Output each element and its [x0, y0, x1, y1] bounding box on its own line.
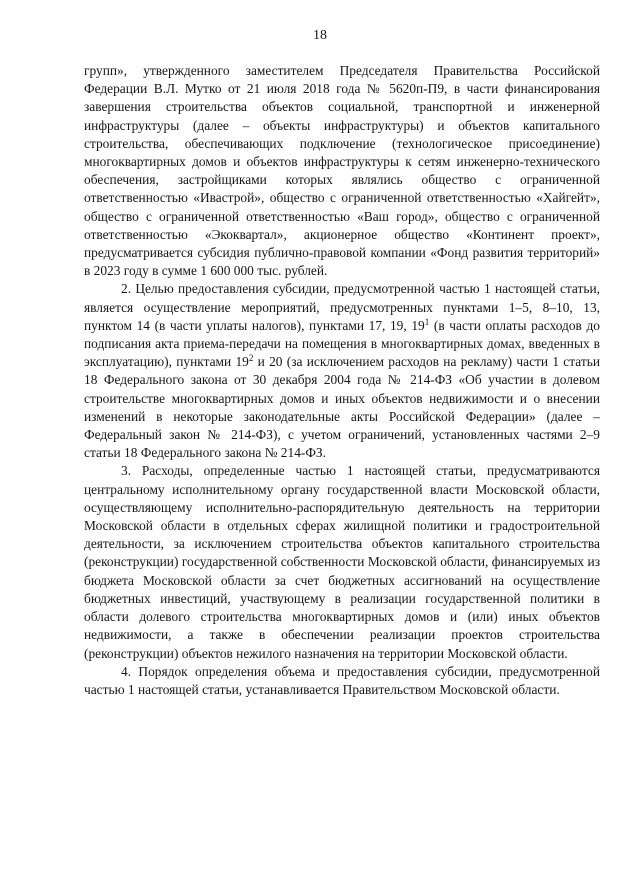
paragraph-continuation: групп», утвержденного заместителем Председателя Правительства Российской Федерации В.Л. Мутко от 21 июля 2018 года № 5620п-П9, в части финансирования завершения строительства объектов социальной, транспортной и инженерной инфраструктуры (далее – объекты инфраструктуры) и объектов капитального строительства, обеспечивающих подключение (технологическое присоединение) многоквартирных домов и объектов инфраструктуры к сетям инженерно-технического обеспечения, застройщиками которых являлись общество с ограниченной ответственностью «Ивастрой», общество с ограниченной ответственностью «Хайгейт», общество с ограниченной ответственностью «Ваш город», общество с ограниченной ответственностью «Экоквартал», акционерное общество «Континент проект», предусматривается субсидия публично-правовой компании «Фонд развития территорий» в 2023 году в сумме 1 600 000 тыс. рублей.	[84, 63, 600, 279]
paragraph-2-text-b: (в части оплаты расходов до подписания акта приема-передачи на помещения в многоквартирных домах, введенных в эксплуатацию), пунктами 19	[84, 317, 600, 370]
paragraph-4: 4. Порядок определения объема и предоставления субсидии, предусмотренной частью 1 настоящей статьи, устанавливается Правительством Московской области.	[84, 663, 600, 697]
paragraph-2	[84, 280, 600, 462]
paragraph-2-text-a: 2. Целью предоставления субсидии, предусмотренной частью 1 настоящей статьи, является осуществление мероприятий, предусмотренных пунктами 1–5, 8–10, 13, пунктом 14 (в части уплаты налогов), пунктами 17, 19, 19	[84, 281, 600, 333]
superscript-1: 1	[424, 316, 430, 327]
page-number: 18	[313, 28, 327, 43]
superscript-2: 2	[248, 353, 254, 364]
document-body	[84, 62, 600, 699]
paragraph-3: 3. Расходы, определенные частью 1 настоящей статьи, предусматриваются центральному исполнительному органу государственной власти Московской области, осуществляющему исполнительно-распорядительную деятельность на территории Московской области в отдельных сферах жилищной политики и градостроительной деятельности, за исключением строительства объектов капитального строительства (реконструкции) государственной собственности Московской области, финансируемых из бюджета Московской области за счет бюджетных ассигнований на осуществление бюджетных инвестиций, участвующему в реализации государственной политики в области долевого строительства многоквартирных домов и (или) иных объектов недвижимости, а также в обеспечении реализации проектов строительства (реконструкции) объектов нежилого назначения на территории Московской области.	[84, 463, 600, 661]
paragraph-2-text-c: и 20 (за исключением расходов на рекламу) части 1 статьи 18 Федерального закона от 30 декабря 2004 года № 214-ФЗ «Об участии в долевом строительстве многоквартирных домов и иных объектов недвижимости и о внесении изменений в некоторые законодательные акты Российской Федерации» (далее – Федеральный закон № 214-ФЗ), с учетом ограничений, установленных частями 2–9 статьи 18 Федерального закона № 214-ФЗ.	[84, 354, 600, 461]
